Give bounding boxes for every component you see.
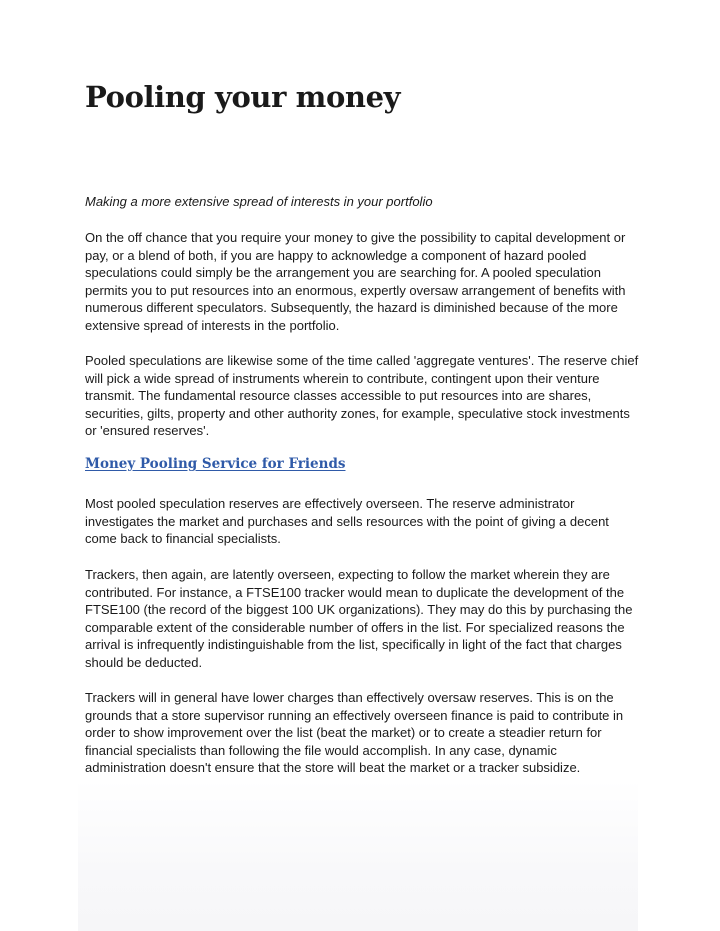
paragraph-line: Pooled speculations are likewise some of the time called 'aggregate ventures'. The reserve chief xyxy=(85,353,639,368)
page-title: Pooling your money xyxy=(85,80,401,114)
paragraph-1 xyxy=(85,229,645,335)
paragraph-line: Trackers, then again, are latently overseen, expecting to follow the market wherein they are xyxy=(85,567,610,582)
paragraph-line: contributed. For instance, a FTSE100 tracker would mean to duplicate the development of the xyxy=(85,584,625,600)
paragraph-line: numerous different speculators. Subsequently, the hazard is diminished because of the more xyxy=(85,300,618,316)
paragraph-line: On the off chance that you require your money to give the possibility to capital development or xyxy=(85,230,626,245)
paragraph-2 xyxy=(85,352,645,440)
paragraph-3 xyxy=(85,495,645,548)
paragraph-line: FTSE100 (the record of the biggest 100 UK organizations). They may do this by purchasing the xyxy=(85,602,633,618)
paragraph-line: securities, gilts, property and other authority zones, for example, speculative stock investments xyxy=(85,405,630,421)
subtitle: Making a more extensive spread of interests in your portfolio xyxy=(85,194,433,209)
paragraph-5 xyxy=(85,689,645,777)
paragraph-line: administration doesn't ensure that the store will beat the market or a tracker subsidize. xyxy=(85,760,581,776)
paragraph-line: comparable extent of the considerable number of offers in the list. For specialized reasons the xyxy=(85,619,625,635)
paragraph-line: grounds that a store supervisor running an effectively overseen finance is paid to contribute in xyxy=(85,707,624,723)
paragraph-line: speculations could simply be the arrangement you are searching for. A pooled speculation xyxy=(85,265,601,281)
paragraph-line: pay, or a blend of both, if you are happy to acknowledge a component of hazard pooled xyxy=(85,247,587,263)
paragraph-line: or 'ensured reserves'. xyxy=(85,423,210,439)
paragraph-line: come back to financial specialists. xyxy=(85,531,281,547)
paragraph-line: extensive spread of interests in the portfolio. xyxy=(85,317,340,333)
paragraph-line: arrival is infrequently indistinguishable from the list, specifically in light of the fact that charges xyxy=(85,637,622,653)
paragraph-line: transmit. The fundamental resource classes accessible to put resources into are shares, xyxy=(85,388,592,404)
paragraph-line: should be deducted. xyxy=(85,654,203,670)
paragraph-line: Trackers will in general have lower charges than effectively oversaw reserves. This is on the xyxy=(85,690,614,705)
paragraph-line: Most pooled speculation reserves are effectively overseen. The reserve administrator xyxy=(85,496,575,511)
paragraph-line: financial specialists than following the file would accomplish. In any case, dynamic xyxy=(85,742,557,758)
paragraph-4 xyxy=(85,566,645,672)
paragraph-line: order to show improvement over the list (beat the market) or to create a steadier return for xyxy=(85,725,602,741)
page-shadow xyxy=(78,780,638,931)
paragraph-line: will pick a wide spread of instruments wherein to contribute, contingent upon their venture xyxy=(85,370,600,386)
paragraph-line: investigates the market and purchases and sells resources with the point of giving a decent xyxy=(85,513,609,529)
section-heading-link[interactable]: Money Pooling Service for Friends xyxy=(85,456,346,472)
paragraph-line: permits you to put resources into an enormous, expertly oversaw arrangement of benefits with xyxy=(85,282,626,298)
